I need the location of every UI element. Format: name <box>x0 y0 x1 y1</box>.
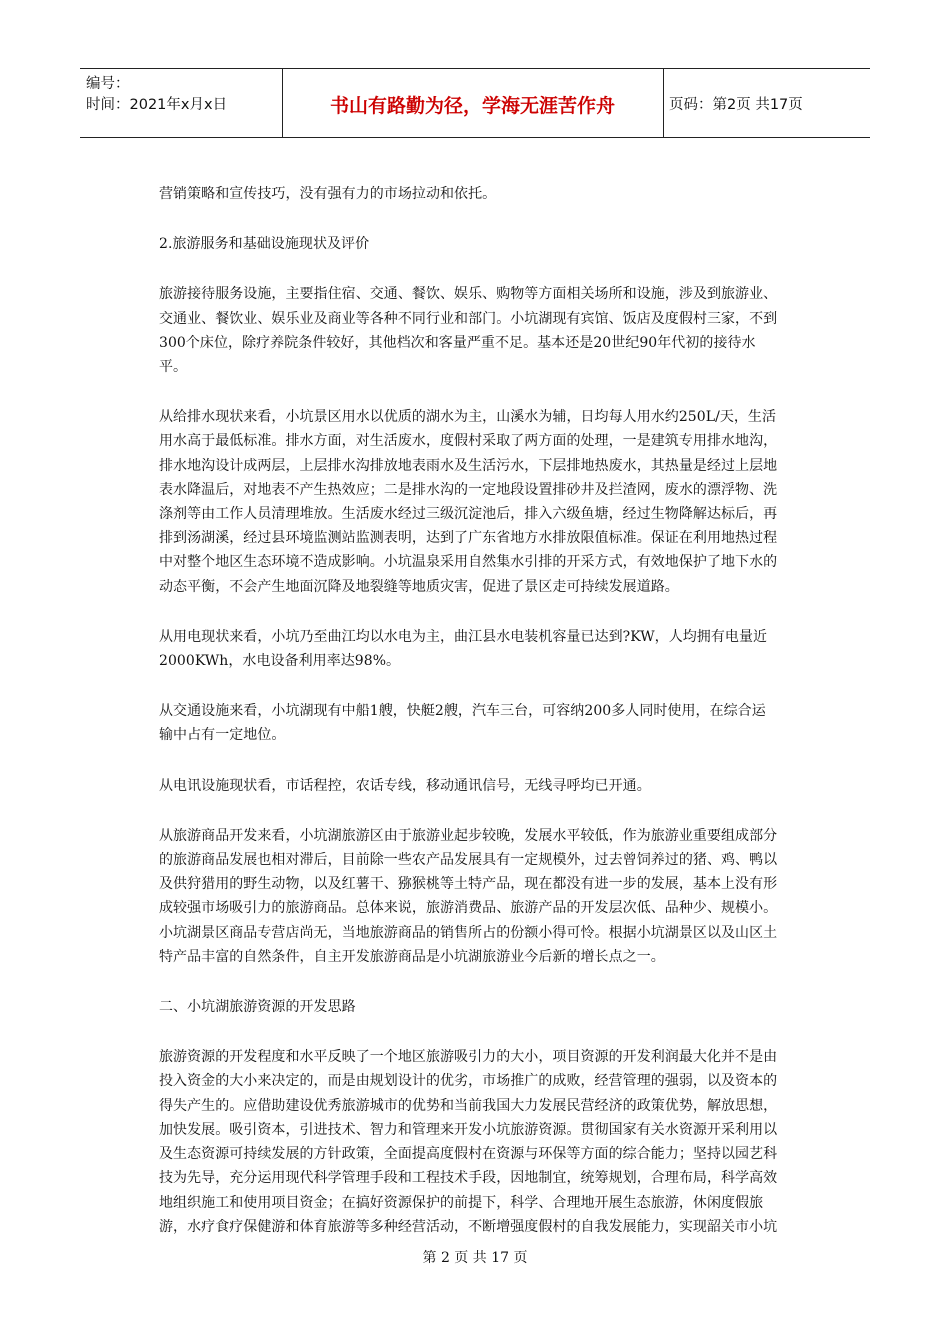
body-paragraph <box>159 774 799 798</box>
paragraph-line: 的旅游商品发展也相对滞后，目前除一些农产品发展具有一定规模外，过去曾饲养过的猪、鸡、鸭以 <box>159 852 778 869</box>
paragraph-line: 从旅游商品开发来看，小坑湖旅游区由于旅游业起步较晚，发展水平较低，作为旅游业重要组成部分 <box>159 827 778 844</box>
paragraph-line: 成较强市场吸引力的旅游商品。总体来说，旅游消费品、旅游产品的开发层次低、品种少、规模小。 <box>159 900 778 917</box>
body-paragraph <box>159 282 799 379</box>
body-paragraph <box>159 405 799 599</box>
document-body <box>159 182 799 1265</box>
paragraph-line: 2000KWh，水电设备利用率达98%。 <box>159 653 401 670</box>
paragraph-line: 中对整个地区生态环境不造成影响。小坑温泉采用自然集水引排的开采方式，有效地保护了地下水的 <box>159 554 778 571</box>
body-paragraph <box>159 1045 799 1239</box>
paragraph-line: 2.旅游服务和基础设施现状及评价 <box>159 236 370 253</box>
body-paragraph <box>159 625 799 673</box>
body-paragraph <box>159 824 799 969</box>
paragraph-line: 投入资金的大小来决定的，而是由规划设计的优劣，市场推广的成败，经营管理的强弱，以及资本的 <box>159 1073 778 1090</box>
header-motto: 书山有路勤为径，学海无涯苦作舟 <box>329 95 615 117</box>
body-paragraph <box>159 995 799 1019</box>
paragraph-line: 排到汤湖溪，经过县环境监测站监测表明，达到了广东省地方水排放限值标准。保证在利用地热过程 <box>159 530 778 547</box>
paragraph-line: 从用电现状来看，小坑乃至曲江均以水电为主，曲江县水电装机容量已达到?KW，人均拥有电量近 <box>159 628 768 645</box>
paragraph-line: 排水地沟设计成两层，上层排水沟排放地表雨水及生活污水，下层排地热废水，其热量是经过上层地 <box>159 457 778 474</box>
paragraph-line: 平。 <box>159 359 188 376</box>
header-info-cell <box>80 69 283 137</box>
paragraph-line: 地组织施工和使用项目资金；在搞好资源保护的前提下，科学、合理地开展生态旅游，休闲度假旅 <box>159 1194 764 1211</box>
paragraph-line: 用水高于最低标准。排水方面，对生活废水，度假村采取了两方面的处理，一是建筑专用排水地沟， <box>159 433 778 450</box>
paragraph-line: 二、小坑湖旅游资源的开发思路 <box>159 999 356 1016</box>
paragraph-line: 输中占有一定地位。 <box>159 727 286 744</box>
paragraph-line: 得失产生的。应借助建设优秀旅游城市的优势和当前我国大力发展民营经济的政策优势，解放思想， <box>159 1097 778 1114</box>
paragraph-line: 交通业、餐饮业、娱乐业及商业等各种不同行业和部门。小坑湖现有宾馆、饭店及度假村三家，不到 <box>159 310 778 327</box>
document-time-label: 时间：2021年x月x日 <box>86 97 228 113</box>
paragraph-line: 涤剂等由工作人员清理堆放。生活废水经过三级沉淀池后，排入六级鱼塘，经过生物降解达标后，再 <box>159 506 778 523</box>
header-motto-cell <box>282 69 664 137</box>
header-page-cell <box>663 69 870 137</box>
document-number-label: 编号： <box>86 76 130 92</box>
paragraph-line: 营销策略和宣传技巧，没有强有力的市场拉动和依托。 <box>159 186 497 202</box>
header-page-code: 页码：第2页 共17页 <box>669 97 803 113</box>
paragraph-line: 加快发展。吸引资本，引进技术、智力和管理来开发小坑旅游资源。贯彻国家有关水资源开采利用以 <box>159 1121 778 1138</box>
body-paragraph <box>159 182 799 206</box>
paragraph-line: 从给排水现状来看，小坑景区用水以优质的湖水为主，山溪水为辅，日均每人用水约250L/天，生活 <box>159 409 777 426</box>
paragraph-line: 从交通设施来看，小坑湖现有中船1艘，快艇2艘，汽车三台，可容纳200多人同时使用，在综合运 <box>159 703 766 720</box>
paragraph-line: 表水降温后，对地表不产生热效应；二是排水沟的一定地段设置排砂井及拦渣网，废水的漂浮物、洗 <box>159 481 778 498</box>
paragraph-line: 游，水疗食疗保健游和体育旅游等多种经营活动，不断增强度假村的自我发展能力，实现韶关市小坑 <box>159 1218 778 1235</box>
paragraph-line: 旅游资源的开发程度和水平反映了一个地区旅游吸引力的大小，项目资源的开发利润最大化并不是由 <box>159 1049 778 1066</box>
paragraph-line: 特产品丰富的自然条件，自主开发旅游商品是小坑湖旅游业今后新的增长点之一。 <box>159 948 665 965</box>
body-paragraph <box>159 699 799 747</box>
paragraph-line: 及供狩猎用的野生动物，以及红薯干、猕猴桃等土特产品，现在都没有进一步的发展，基本上没有形 <box>159 876 778 893</box>
paragraph-line: 从电讯设施现状看，市话程控，农话专线，移动通讯信号，无线寻呼均已开通。 <box>159 777 651 794</box>
paragraph-line: 300个床位，除疗养院条件较好，其他档次和客量严重不足。基本还是20世纪90年代初的接待水 <box>159 334 756 351</box>
paragraph-line: 小坑湖景区商品专营店尚无，当地旅游商品的销售所占的份额小得可怜。根据小坑湖景区以及山区土 <box>159 924 778 941</box>
paragraph-line: 技为先导，充分运用现代科学管理手段和工程技术手段，因地制宜，统筹规划，合理布局，科学高效 <box>159 1170 778 1187</box>
paragraph-line: 动态平衡，不会产生地面沉降及地裂缝等地质灾害，促进了景区走可持续发展道路。 <box>159 578 679 595</box>
paragraph-line: 及生态资源可持续发展的方针政策，全面提高度假村在资源与环保等方面的综合能力；坚持以园艺科 <box>159 1146 778 1163</box>
paragraph-line: 旅游接待服务设施，主要指住宿、交通、餐饮、娱乐、购物等方面相关场所和设施，涉及到旅游业、 <box>159 286 778 303</box>
page-footer: 第 2 页 共 17 页 <box>422 1250 528 1266</box>
page-header <box>80 68 870 138</box>
body-paragraph <box>159 232 799 256</box>
